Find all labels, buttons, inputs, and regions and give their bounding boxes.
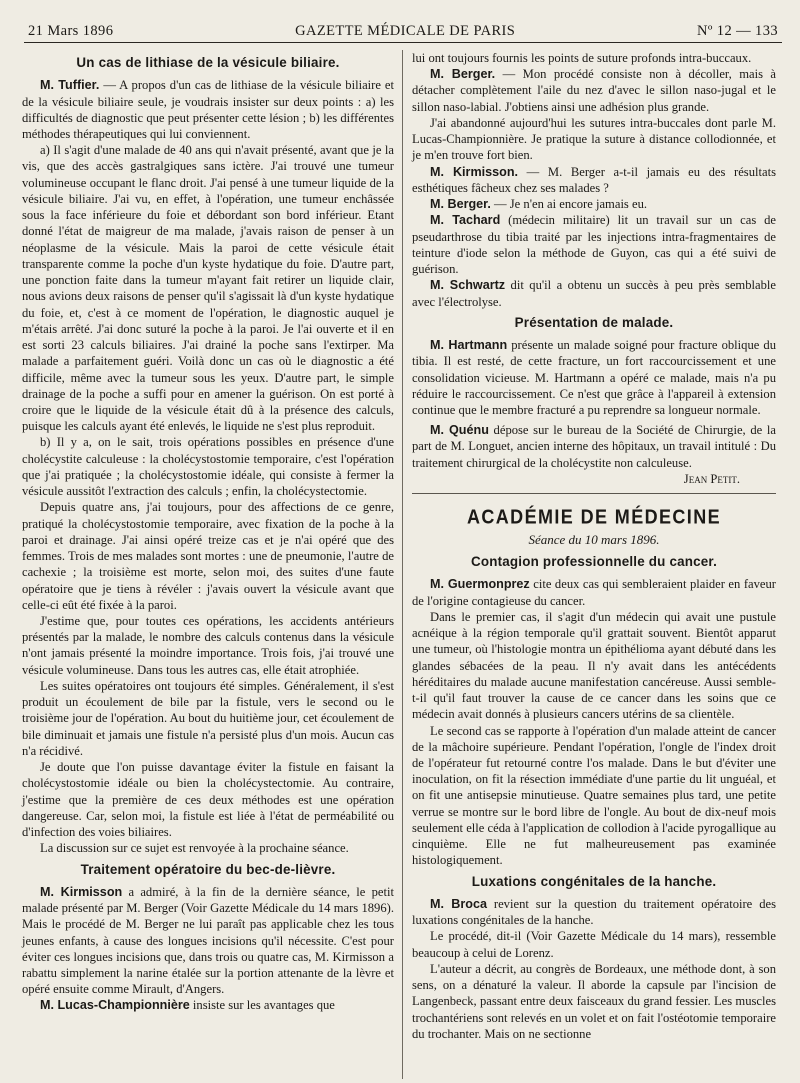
section-separator: [412, 493, 776, 494]
paragraph: Je doute que l'on puisse davantage éviter la fistule en faisant la cholécystostomie idéale ou bien la cholécystectomie. Au contraire, j'estime que la première de ces deux méthodes est une opération dangereuse. Car, selon moi, la fistule est liée à l'état de perméabilité ou d'infection des voies biliaires.: [22, 760, 394, 840]
section-title-luxations: Luxations congénitales de la hanche.: [471, 873, 717, 889]
paragraph-text: cite deux cas qui sembleraient plaider en faveur de l'origine contagieuse du cancer.: [412, 577, 776, 608]
paragraph: [412, 337, 776, 418]
paragraph: Dans le premier cas, il s'agit d'un médecin qui avait une pustule acnéique à la région temporale qu'il grattait souvent. Bientôt apparut une tumeur, où l'histologie montra un épithélioma ayant débuté dans les glandes sébacées de la peau. Il n'y avait dans les antécédents héréditaires du malade aucune manifestation cancéreuse. Aussi semble-t-il qu'il faut trouver la cause de ce cancer dans les soins que ce médecin avait donnés à plusieurs cancers utérins de sa clientèle.: [412, 609, 776, 722]
paragraph: [22, 997, 394, 1013]
speaker-name: M. Berger.: [430, 67, 496, 82]
column-divider: [402, 50, 403, 1079]
section-title-contagion: Contagion professionnelle du cancer.: [470, 554, 718, 570]
header-date: 21 Mars 1896: [28, 23, 114, 39]
speaker-name: M. Berger.: [430, 197, 491, 212]
header-title: GAZETTE MÉDICALE DE PARIS: [295, 23, 516, 39]
header-rule: [24, 42, 782, 43]
paragraph: [22, 77, 394, 142]
paragraph-text: revient sur la question du traitement opératoire des luxations congénitales de la hanche.: [412, 896, 776, 928]
speaker-name: M. Hartmann: [430, 338, 508, 353]
speaker-name: M. Kirmisson.: [430, 164, 519, 179]
speaker-name: M. Lucas-Championnière: [40, 998, 190, 1013]
paragraph: J'estime que, pour toutes ces opérations, les accidents antérieurs présentés par la malade, le nombre des calculs contenus dans la vésicule n'ont jamais présenté la moindre importance. Trois fois, j'ai trouvé une vésicule volumineuse. Dans tous les autres cas, elle était atrophiée.: [22, 614, 394, 677]
paragraph-text: présente un malade soigné pour fracture oblique du tibia. Il est resté, de cette fracture, un fort raccourcissement et une consolidation vicieuse. M. Hartmann a opéré ce malade, mais n'a pu réduire le raccourcissement. Ce n'est que grâce à l'appareil à extension continue que le membre fracturé a pu reprendre sa longueur normale.: [412, 338, 776, 417]
paragraph: Le second cas se rapporte à l'opération d'un malade atteint de cancer de la mâchoire supérieure. Pendant l'opération, l'ongle de l'index droit de l'opérateur fut retourné contre l'os malade. Dans le but d'éviter une inoculation, on fit la résection immédiate d'une partie du lit unguéal, et on fit une antisepsie minutieuse. Quatre semaines plus tard, une petite verrue se montre sur le bord libre de l'ongle. Au bout de dix-neuf mois seulement elle céda à l'application de collodion à l'acide pyrogallique au cinquième. Elle ne fut malheureusement pas examinée histologiquement.: [412, 723, 777, 868]
paragraph: a) Il s'agit d'une malade de 40 ans qui n'avait présenté, avant que je la vis, que des accès gastralgiques sans ictère. J'ai trouvé une tumeur volumineuse occupant le flanc droit. J'ai pensé à une tumeur liquide de la vésicule biliaire. J'ai vu, en effet, à l'opération, une tumeur enchâssée sous la face inférieure du foie et débordant son bord inférieur. Etant donné l'état de maigreur de ma malade, j'avais raison de penser à un néoplasme de la vésicule. Mais la paroi de cette vésicule était transparente comme la poche d'un kyste hydatique du foie. D'autre part, une ponction faite dans la tumeur m'ayant fait retirer un liquide clair, nous avions deux raisons de penser qu'il s'agissait là d'un kyste hydatique du foie, et, c'est à ce moment de l'opération, le diagnostic auquel je m'étais arrêté. J'ai donc suturé la poche à la paroi. Je l'ai ouverte et il en est sorti 23 calculs biliaires. J'ai drainé la poche sans l'extirper. Ma malade a parfaitement guéri. Voilà donc un cas où le diagnostic a été difficile, même avec la tumeur sous les yeux. D'autre part, le simple drainage de la poche a suffi pour en amener la guérison. On est porté à croire que le liquide de la vésicule était dû à la présence des calculs, puisque les calculs ayant été enlevés, le liquide ne s'est plus reproduit.: [22, 143, 394, 434]
paragraph-text: a admiré, à la fin de la dernière séance, le petit malade présenté par M. Berger (Voir Gazette Médicale du 14 mars 1896). Mais le procédé de M. Berger ne lui paraît pas applicable chez les tous jeunes enfants, à cause des longues incisions qu'il nécessite. C'est pour éviter ces longues incisions que, dans trois ou quatre cas, M. Kirmisson a rabattu simplement la narine étalée sur la portion attenante de la lèvre et opéré ensuite comme Mirault, d'Angers.: [22, 884, 394, 997]
section-title-lithiase: Un cas de lithiase de la vésicule biliaire.: [76, 55, 340, 70]
speaker-name: M. Tuffier.: [40, 78, 100, 93]
paragraph: lui ont toujours fournis les points de suture profonds intra-buccaux.: [412, 51, 752, 65]
header-number: Nº 12 — 133: [697, 23, 778, 39]
speaker-name: M. Schwartz: [430, 278, 506, 293]
paragraph: [412, 196, 776, 212]
speaker-name: M. Tachard: [430, 213, 501, 228]
paragraph-text: insiste sur les avantages que: [189, 998, 335, 1013]
paragraph: [22, 884, 394, 998]
right-column: [412, 50, 776, 1079]
paragraph: L'auteur a décrit, au congrès de Bordeaux, une méthode dont, à son sens, on a dénaturé la valeur. Il aborde la capsule par l'incision de Langenbeck, passant entre deux faisceaux du grand fessier. Les muscles trochantériens sont relevés en un volet et on fait l'ostéotomie temporaire du trochanter. Mais on ne sectionne: [412, 961, 776, 1041]
speaker-name: M. Guermonprez: [430, 577, 530, 592]
paragraph: J'ai abandonné aujourd'hui les sutures intra-buccales dont parle M. Lucas-Championnière. Je pratique la suture à distance collodionnée, et je m'en trouve fort bien.: [412, 115, 776, 163]
paragraph: [412, 576, 776, 608]
paragraph: La discussion sur ce sujet est renvoyée à la prochaine séance.: [40, 841, 349, 856]
paragraph-text: dépose sur le bureau de la Société de Chirurgie, de la part de M. Longuet, ancien interne des hôpitaux, un travail intitulé : Du traitement chirurgical de la cholécystite non calculeuse.: [412, 423, 776, 470]
page-header: [28, 14, 778, 40]
paragraph: [412, 422, 776, 471]
paragraph: [412, 277, 776, 309]
paragraph-text: dit qu'il a obtenu un succès à peu près semblable avec l'électrolyse.: [412, 278, 776, 309]
paragraph-text: — Je n'en ai encore jamais eu.: [490, 197, 648, 212]
speaker-name: M. Broca: [430, 896, 487, 911]
section-title-presentation: Présentation de malade.: [514, 314, 674, 330]
paragraph: b) Il y a, on le sait, trois opérations possibles en présence d'une cholécystite calculeuse : la cholécystostomie temporaire, c'est l'opération que j'ai pratiquée ; la cholécystostomie idéale, qui consiste à fermer la vésicule aussitôt l'extraction des calculs ; enfin, la cholécystectomie.: [22, 435, 394, 499]
paragraph: [412, 896, 776, 928]
speaker-name: M. Quénu: [430, 423, 489, 438]
paragraph-text: — M. Berger a-t-il jamais eu des résultats esthétiques fâcheux chez ses malades ?: [412, 164, 776, 195]
paragraph: Le procédé, dit-il (Voir Gazette Médicale du 14 mars), ressemble beaucoup à celui de Lorenz.: [412, 929, 776, 960]
signature: Jean Petit.: [683, 471, 740, 486]
paragraph-text: — A propos d'un cas de lithiase de la vésicule biliaire et de la vésicule biliaire seule, je voudrais insister sur deux points : a) les difficultés de diagnostic que peut présenter cette lésion ; b) les différentes méthodes thérapeutiques qui lui conviennent.: [22, 78, 394, 141]
paragraph: Les suites opératoires ont toujours été simples. Généralement, il s'est produit un écoulement de bile par la fistule, vers le second ou le troisième jour de l'opération. Au bout du huitième jour, cet écoulement de bile diminuait et jamais une fistule n'a persisté plus d'un mois. Aucun cas n'a récidivé.: [22, 678, 394, 758]
academy-title: ACADÉMIE DE MÉDECINE: [466, 505, 722, 529]
speaker-name: M. Kirmisson: [40, 884, 123, 899]
paragraph: [412, 164, 776, 196]
paragraph: [412, 212, 776, 277]
left-column: [22, 50, 394, 1079]
section-title-bec-de-lievre: Traitement opératoire du bec-de-lièvre.: [80, 861, 336, 877]
paragraph-text: (médecin militaire) lit un travail sur un cas de pseudarthrose du tibia traité par les injections intra-fragmentaires de teinture d'iode selon la méthode de Guyon, cas qui a été suivi de guérison.: [412, 213, 776, 277]
paragraph-text: — Mon procédé consiste non à décoller, mais à détacher complètement l'aile du nez d'avec le sillon naso-jugal et le sillon naso-labial. J'obtiens ainsi une adhésion plus grande.: [412, 67, 777, 114]
seance-date: Séance du 10 mars 1896.: [528, 532, 660, 548]
paragraph: [412, 66, 776, 115]
paragraph: Depuis quatre ans, j'ai toujours, pour des affections de ce genre, pratiqué la cholécystostomie temporaire, avec fixation de la poche à la paroi et drainage. J'ai ainsi opéré treize cas et je n'ai opéré que des femmes. Trois de mes malades sont mortes : une de pneumonie, l'autre de cachexie ; la troisième est morte, selon moi, des suites d'une faute opératoire que je tiens à révéler : j'avais ouvert la vésicule avant que celle-ci eût été fixée à la paroi.: [22, 500, 394, 612]
